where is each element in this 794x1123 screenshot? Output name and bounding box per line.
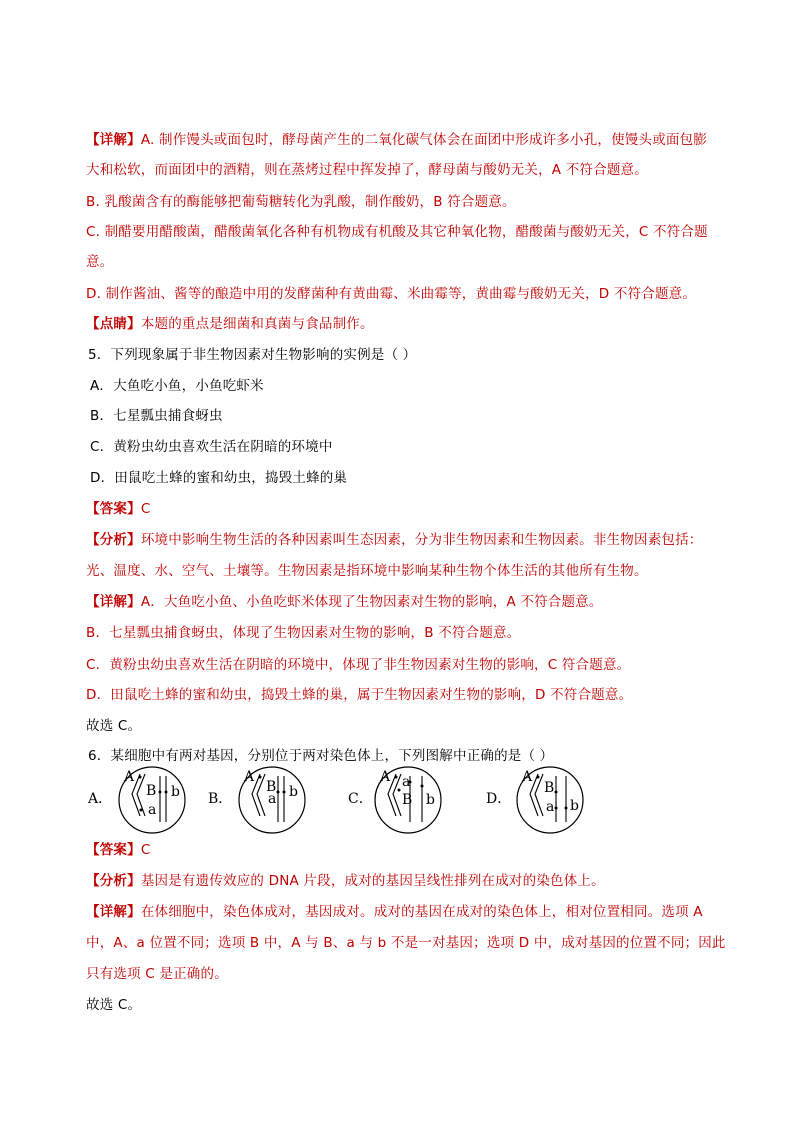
cell-diagram-b: [236, 764, 316, 836]
q5-detail-line-1: [86, 592, 726, 612]
q4-detail-line-2: 大和松软，而面团中的酒精，则在蒸烤过程中挥发掉了，酵母菌与酸奶无关，A 不符合题意。: [86, 162, 648, 178]
detail-tag: 【详解】: [86, 132, 141, 148]
q5-conclusion: 故选 C。: [86, 718, 142, 734]
option-label-d: D．: [486, 791, 512, 807]
q6-analysis-line: [86, 871, 726, 891]
cell-diagram-c: [372, 764, 452, 836]
q5-option-c: C．黄粉虫幼虫喜欢生活在阴暗的环境中: [90, 439, 333, 455]
cell-diagram-d: [514, 764, 594, 836]
gene-label-b: b: [289, 784, 298, 800]
detail-tag: 【详解】: [86, 594, 141, 610]
gene-label-B: B: [266, 779, 277, 795]
gene-label-a: a: [148, 802, 157, 818]
analysis-tag: 【分析】: [86, 873, 141, 889]
q6-answer-line: [86, 840, 726, 860]
q5-detail-line-3: C．黄粉虫幼虫喜欢生活在阴暗的环境中，体现了非生物因素对生物的影响，C 符合题意。: [86, 657, 631, 673]
q6-detail-line-1: [86, 902, 726, 922]
cell-diagram-a: [116, 764, 196, 836]
point-tag: 【点睛】: [86, 316, 141, 332]
q4-detail-line-3: B. 乳酸菌含有的酶能够把葡萄糖转化为乳酸，制作酸奶，B 符合题意。: [86, 194, 516, 210]
answer-tag: 【答案】: [86, 501, 141, 517]
option-label-c: C．: [348, 791, 373, 807]
q5-option-a: A．大鱼吃小鱼，小鱼吃虾米: [90, 378, 264, 394]
q6-detail-line-3: 只有选项 C 是正确的。: [86, 966, 228, 982]
gene-label-b: b: [426, 792, 435, 808]
q4-point-line: [86, 314, 726, 334]
q6-detail-line-2: 中，A、a 位置不同；选项 B 中，A 与 B、a 与 b 不是一对基因；选项 D 中，成对基因的位置不同；因此: [86, 935, 726, 951]
detail-text: A．大鱼吃小鱼、小鱼吃虾米体现了生物因素对生物的影响，A 不符合题意。: [140, 594, 603, 610]
detail-text: 在体细胞中，染色体成对，基因成对。成对的基因在成对的染色体上，相对位置相同。选项 A: [140, 904, 703, 920]
gene-label-B: B: [544, 780, 555, 796]
option-label-a: A．: [88, 791, 113, 807]
q5-option-b: B．七星瓢虫捕食蚜虫: [90, 408, 223, 424]
gene-label-B: B: [146, 783, 157, 799]
gene-label-a: a: [268, 791, 277, 807]
gene-label-A: A: [244, 769, 255, 785]
analysis-tag: 【分析】: [86, 532, 141, 548]
q4-detail-line-1: [86, 130, 726, 150]
q6-stem: 6．某细胞中有两对基因，分别位于两对染色体上，下列图解中正确的是（ ）: [88, 748, 554, 764]
analysis-text: 基因是有遗传效应的 DNA 片段，成对的基因呈线性排列在成对的染色体上。: [140, 873, 605, 889]
q5-answer-line: [86, 499, 726, 519]
gene-label-b: b: [171, 784, 180, 800]
gene-label-a: a: [546, 799, 555, 815]
detail-text: A. 制作馒头或面包时，酵母菌产生的二氧化碳气体会在面团中形成许多小孔，使馒头或面包膨: [140, 132, 707, 148]
q5-detail-line-2: B．七星瓢虫捕食蚜虫，体现了生物因素对生物的影响，B 不符合题意。: [86, 625, 521, 641]
q6-conclusion: 故选 C。: [86, 997, 142, 1013]
q5-analysis-line-1: [86, 530, 726, 550]
q4-detail-line-6: D. 制作酱油、酱等的酿造中用的发酵菌种有黄曲霉、米曲霉等，黄曲霉与酸奶无关，D 不符合题意。: [86, 286, 697, 302]
gene-label-A: A: [380, 769, 391, 785]
answer-value: C: [140, 842, 151, 858]
point-text: 本题的重点是细菌和真菌与食品制作。: [140, 316, 374, 332]
option-label-b: B．: [208, 791, 233, 807]
answer-tag: 【答案】: [86, 842, 141, 858]
q5-detail-line-4: D．田鼠吃土蜂的蜜和幼虫，捣毁土蜂的巢，属于生物因素对生物的影响，D 不符合题意。: [86, 687, 633, 703]
q4-detail-line-5: 意。: [86, 254, 114, 270]
gene-label-A: A: [522, 769, 533, 785]
gene-label-A: A: [124, 769, 135, 785]
q5-analysis-line-2: 光、温度、水、空气、土壤等。生物因素是指环境中影响某种生物个体生活的其他所有生物。: [86, 563, 648, 579]
q5-option-d: D．田鼠吃土蜂的蜜和幼虫，捣毁土蜂的巢: [90, 470, 348, 486]
detail-tag: 【详解】: [86, 904, 141, 920]
gene-label-b: b: [570, 798, 579, 814]
gene-label-B: B: [402, 792, 413, 808]
answer-value: C: [140, 501, 151, 517]
gene-label-a: a: [402, 774, 411, 790]
q6-diagram-row: [88, 764, 628, 836]
q4-detail-line-4: C. 制醋要用醋酸菌，醋酸菌氧化各种有机物成有机酸及其它种氧化物，醋酸菌与酸奶无关，C 不符合题: [86, 224, 708, 240]
q5-stem: 5．下列现象属于非生物因素对生物影响的实例是（ ）: [88, 347, 417, 363]
analysis-text: 环境中影响生物生活的各种因素叫生态因素，分为非生物因素和生物因素。非生物因素包括：: [140, 532, 703, 548]
